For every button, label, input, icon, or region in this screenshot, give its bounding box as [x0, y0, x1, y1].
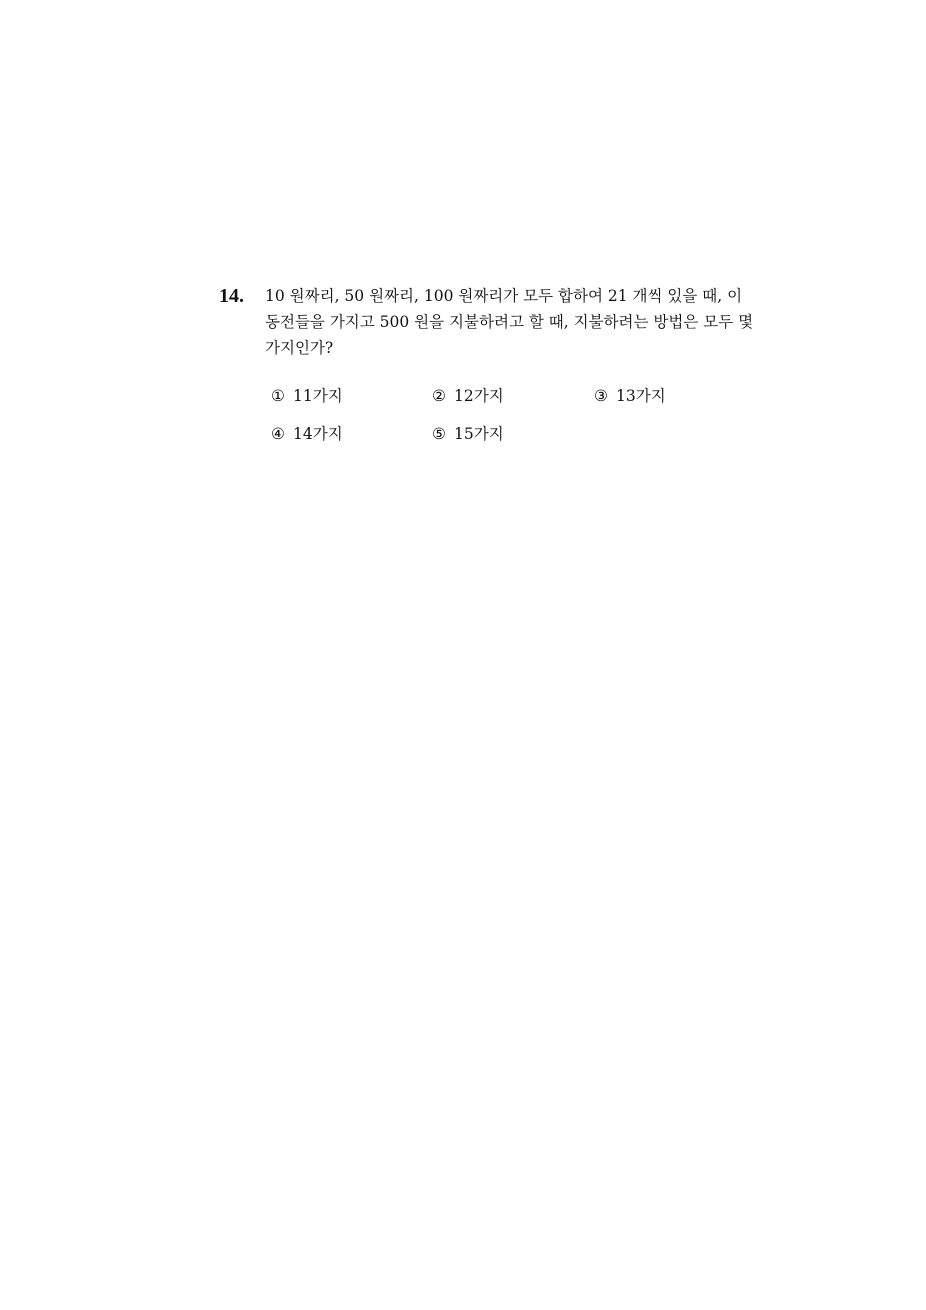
choice-1[interactable]: [271, 385, 343, 407]
problem-text-line: 가지인가?: [265, 339, 334, 357]
problem-text-line: 동전들을 가지고 500 원을 지불하려고 할 때, 지불하려는 방법은 모두 몇: [265, 313, 754, 331]
problem-number: 14.: [219, 285, 244, 307]
choice-5[interactable]: [432, 423, 504, 445]
choice-label: 15가지: [454, 425, 504, 443]
choice-marker: ②: [432, 387, 446, 405]
choice-label: 14가지: [293, 425, 343, 443]
choice-marker: ①: [271, 387, 285, 405]
problem-text-line: 10 원짜리, 50 원짜리, 100 원짜리가 모두 합하여 21 개씩 있을 때, 이: [265, 287, 743, 305]
problem-statement: [265, 283, 755, 361]
choice-marker: ③: [594, 387, 608, 405]
choice-2[interactable]: [432, 385, 504, 407]
choice-marker: ④: [271, 425, 285, 443]
choice-label: 13가지: [616, 387, 666, 405]
choice-3[interactable]: [594, 385, 666, 407]
choice-label: 12가지: [454, 387, 504, 405]
choice-4[interactable]: [271, 423, 343, 445]
choice-marker: ⑤: [432, 425, 446, 443]
choice-label: 11가지: [293, 387, 343, 405]
